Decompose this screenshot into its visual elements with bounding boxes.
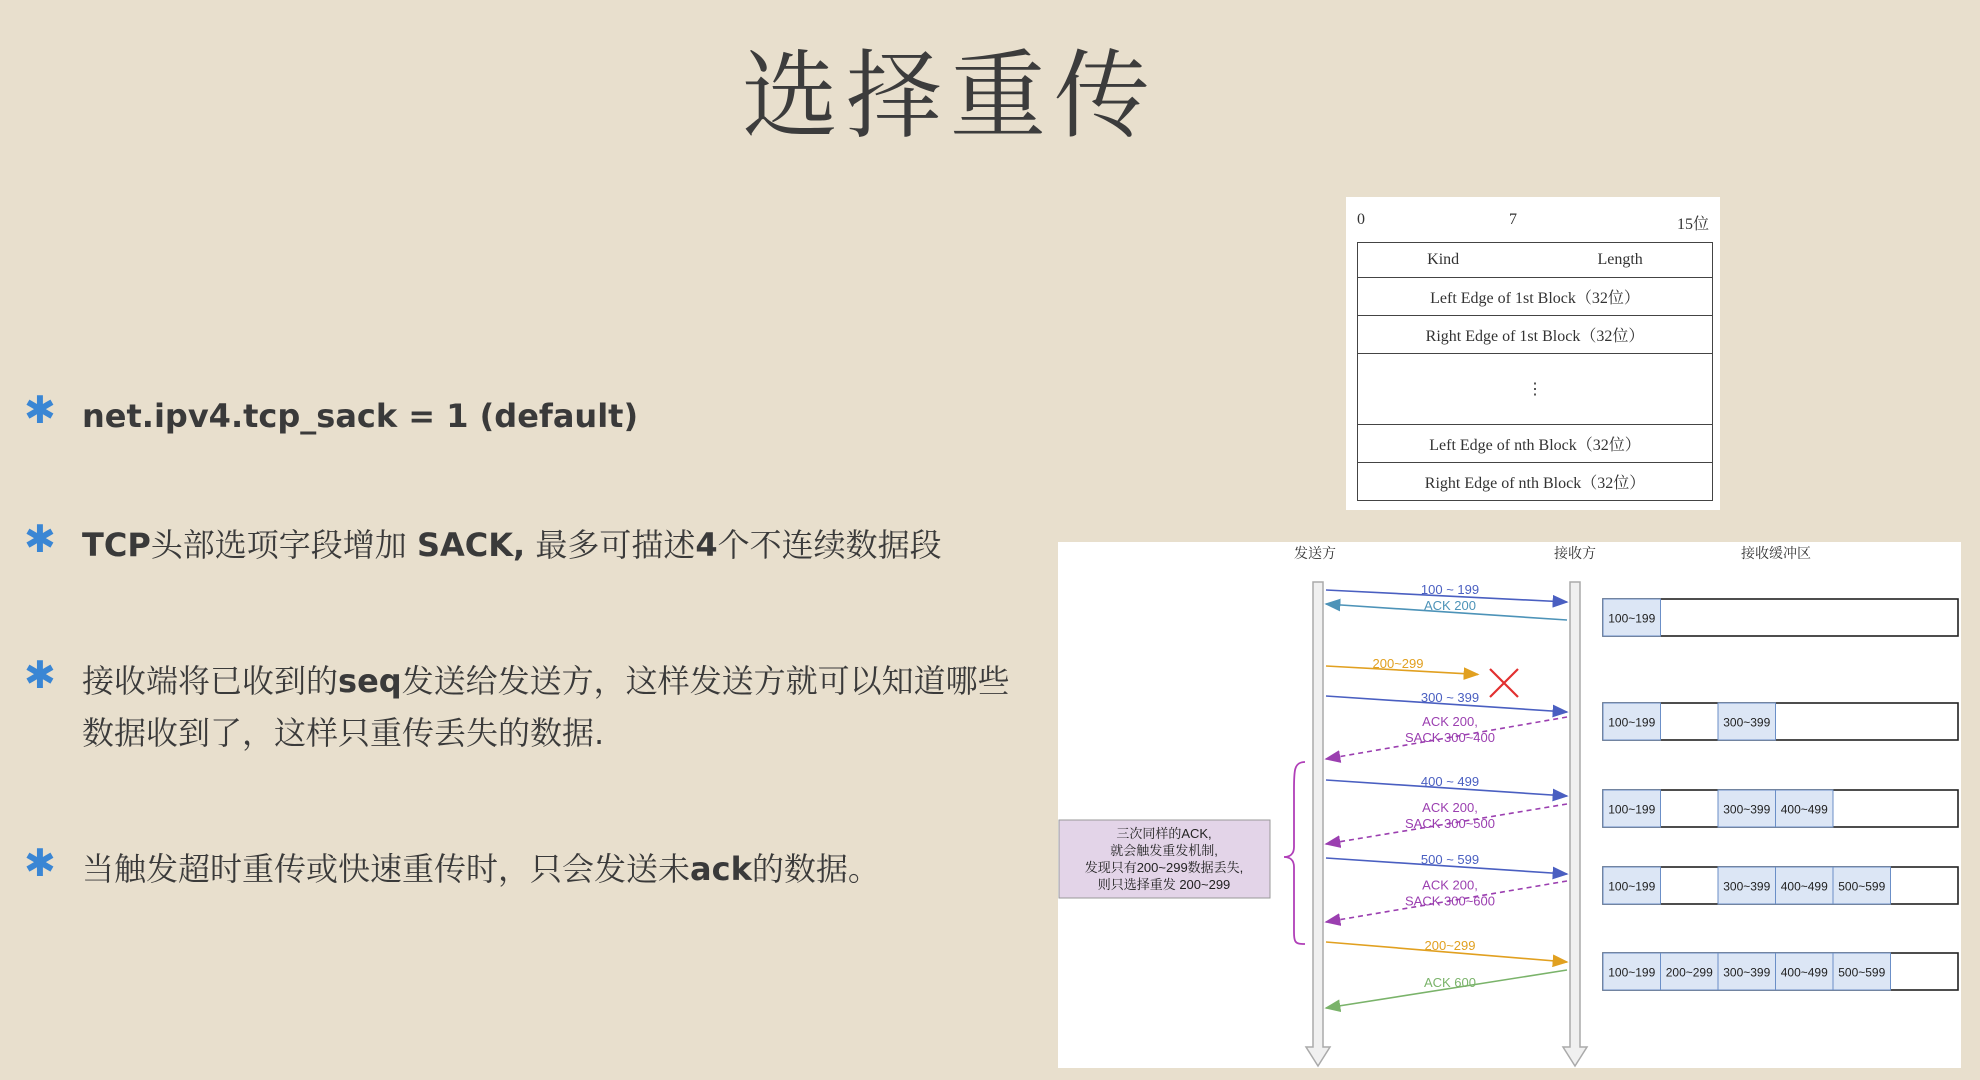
message-label xyxy=(1425,938,1476,953)
sender-label: 发送方 xyxy=(1294,545,1336,561)
message-label-line: 300 ~ 399 xyxy=(1420,690,1480,705)
message-label xyxy=(1373,656,1424,671)
message-label-line: 500 ~ 599 xyxy=(1420,852,1480,867)
message-label xyxy=(1424,598,1476,613)
message-label-line: SACK 300~400 xyxy=(1405,730,1495,745)
receiver-lifeline xyxy=(1563,582,1587,1066)
bullet-star-icon: ✱ xyxy=(24,517,56,561)
bullet-text-segment: TCP xyxy=(82,526,151,564)
message-label-line: SACK 300~500 xyxy=(1405,816,1495,831)
bullet-sack-option xyxy=(24,519,1032,571)
message-label-line: 200~299 xyxy=(1424,938,1476,953)
bullet-retransmit-unacked xyxy=(24,843,1032,895)
sack-option-table xyxy=(1357,242,1713,501)
left-edge-nth-block: Left Edge of nth Block（32位） xyxy=(1358,425,1713,463)
buffer-segment-label: 100~199 xyxy=(1608,715,1656,730)
buffer-segment-label: 100~199 xyxy=(1608,802,1656,817)
retransmit-note-line: 则只选择重发 200~299 xyxy=(1097,877,1231,892)
bullet-text xyxy=(82,390,1032,442)
message-label-line: 400 ~ 499 xyxy=(1420,774,1480,789)
message-label-line: ACK 200, xyxy=(1422,877,1478,893)
message-label-line: ACK 200, xyxy=(1422,800,1478,815)
buffer-segment-label: 400~499 xyxy=(1780,879,1828,894)
bullet-text-segment: net.ipv4.tcp_sack = 1 (default) xyxy=(82,397,639,435)
message-label-line: ACK 600 xyxy=(1423,975,1477,990)
message-label xyxy=(1421,582,1479,597)
message-label-line: ACK 200 xyxy=(1423,598,1477,613)
left-edge-1st-block: Left Edge of 1st Block（32位） xyxy=(1358,278,1713,316)
bullet-tcp-sack-setting xyxy=(24,390,1032,442)
bullet-text-segment: ack xyxy=(690,850,752,888)
buffer-segment-label: 400~499 xyxy=(1780,802,1828,817)
bit-label-0: 0 xyxy=(1357,211,1365,228)
message-label xyxy=(1421,774,1479,789)
bullet-text-segment: 发送给发送方，这样发送方就可以知道哪些数据收到了，这样只重传丢失的数据. xyxy=(82,662,1010,752)
brace-icon xyxy=(1284,762,1305,944)
buffer-segment-label: 500~599 xyxy=(1838,879,1886,894)
buffer-segment-label: 100~199 xyxy=(1608,879,1656,894)
buffer-segment-label: 300~399 xyxy=(1723,802,1771,817)
buffer-segment-label: 300~399 xyxy=(1723,879,1771,894)
right-edge-nth-block: Right Edge of nth Block（32位） xyxy=(1358,463,1713,501)
message-label-line: 200~299 xyxy=(1372,656,1424,672)
kind-field: Kind xyxy=(1427,251,1460,268)
message-label-line: ACK 200, xyxy=(1422,714,1478,729)
bullet-star-icon: ✱ xyxy=(24,841,56,885)
length-field: Length xyxy=(1597,251,1643,268)
bullet-text-segment: SACK, xyxy=(416,526,526,564)
message-label xyxy=(1421,690,1479,705)
buffer-segment-label: 500~599 xyxy=(1838,965,1886,980)
bullet-text-segment: 接收端将已收到的 xyxy=(82,662,339,700)
bullet-star-icon: ✱ xyxy=(24,653,56,697)
bullet-star-icon: ✱ xyxy=(24,388,56,432)
ellipsis-row: ⋮ xyxy=(1358,354,1713,425)
page-title: 选择重传 xyxy=(742,40,1158,152)
buffer-segment-label: 100~199 xyxy=(1608,965,1656,980)
buffer-segment-label: 200~299 xyxy=(1665,965,1713,980)
packet-lost-x-icon xyxy=(1490,669,1518,697)
bullet-text-segment: 头部选项字段增加 xyxy=(150,526,417,564)
buffer-segment-label: 100~199 xyxy=(1608,611,1656,626)
message-label-line: 100 ~ 199 xyxy=(1420,582,1480,597)
message-label xyxy=(1405,714,1495,745)
message-label-line: SACK 300~600 xyxy=(1405,893,1495,909)
message-label xyxy=(1421,852,1479,867)
bullet-text-segment: 当触发超时重传或快速重传时，只会发送未 xyxy=(82,850,691,888)
receive-buffer-label: 接收缓冲区 xyxy=(1741,545,1811,561)
bullet-text-segment: 最多可描述 xyxy=(525,526,696,564)
bullet-text-segment: 4 xyxy=(695,526,718,564)
right-edge-1st-block: Right Edge of 1st Block（32位） xyxy=(1358,316,1713,354)
message-label xyxy=(1424,975,1476,990)
message-label xyxy=(1405,878,1495,909)
sender-lifeline xyxy=(1306,582,1330,1066)
message-label xyxy=(1405,800,1495,831)
retransmit-note-line: 三次同样的ACK, xyxy=(1116,826,1212,841)
buffer-segment-label: 300~399 xyxy=(1723,965,1771,980)
selective-retransmit-sequence-diagram xyxy=(1058,542,1961,1068)
receiver-label: 接收方 xyxy=(1554,545,1596,561)
bullet-text-segment: 个不连续数据段 xyxy=(717,526,942,564)
bit-label-7: 7 xyxy=(1509,211,1517,228)
buffer-segment-label: 400~499 xyxy=(1780,965,1828,980)
bullet-text-segment: seq xyxy=(338,662,402,700)
bullet-text xyxy=(82,843,1032,895)
sack-option-format-figure xyxy=(1346,197,1720,510)
bullet-text xyxy=(82,655,1032,759)
bullet-text xyxy=(82,519,1032,571)
retransmit-note-line: 就会触发重发机制, xyxy=(1110,843,1218,858)
bit-label-15: 15位 xyxy=(1677,216,1710,233)
bullet-text-segment: 的数据。 xyxy=(751,850,880,888)
bullet-receiver-seq xyxy=(24,655,1032,759)
buffer-segment-label: 300~399 xyxy=(1723,715,1771,730)
retransmit-note-line: 发现只有200~299数据丢失, xyxy=(1084,860,1244,875)
sequence-diagram-svg xyxy=(1058,542,1961,1068)
